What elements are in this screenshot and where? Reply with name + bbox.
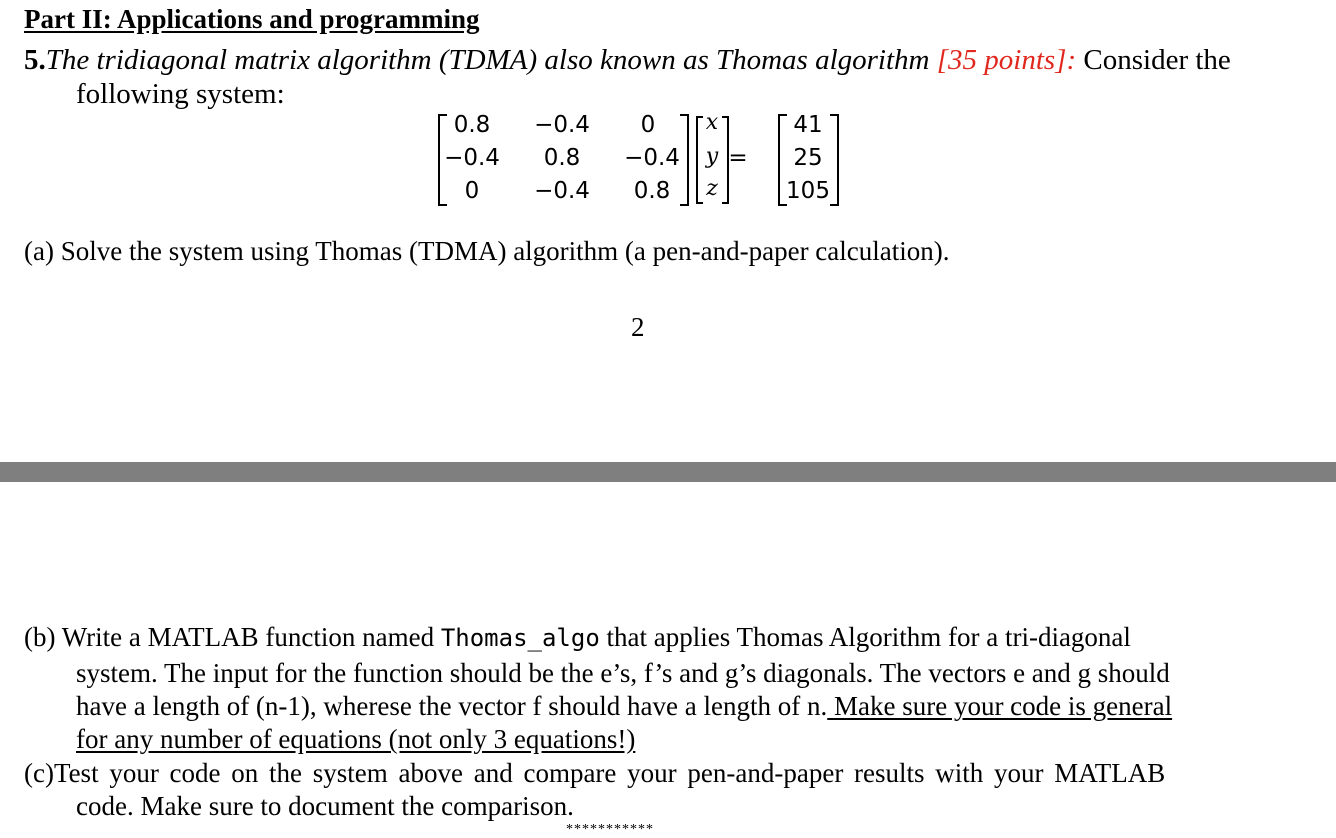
- part-b-text: (b) Write a: [24, 622, 141, 652]
- matlab-label: MATLAB: [147, 622, 259, 652]
- rhs-value: 105: [786, 178, 830, 204]
- rhs-value: 41: [793, 112, 823, 138]
- part-b-text: have a length of (n-1), wherese the vector f should have a length of n.: [76, 691, 828, 721]
- matrix-cell: 0.8: [633, 178, 671, 204]
- part-b-text: function named: [265, 622, 435, 652]
- part-b-line2: system. The input for the function should be the e’s, f’s and g’s diagonals. The vectors e and g should: [76, 658, 1170, 688]
- footer-stars: ***********: [566, 822, 654, 837]
- part-c-line2: code. Make sure to document the comparison.: [76, 791, 574, 821]
- vector-var-x: x: [705, 110, 719, 135]
- matrix-cell: −0.4: [444, 145, 500, 171]
- part-b-line4: for any number of equations (not only 3 equations!): [76, 724, 636, 754]
- question-intro-line2: following system:: [76, 78, 285, 110]
- part-b-line3: [76, 690, 1172, 723]
- matrix-cell: 0.8: [453, 112, 491, 138]
- question-heading: [24, 44, 1231, 77]
- question-intro: Consider the: [1083, 44, 1231, 76]
- part-title: Part II: Applications and programming: [24, 4, 480, 34]
- rhs-value: 25: [793, 145, 823, 171]
- part-b-line1: [24, 621, 1131, 655]
- equals-sign: =: [728, 145, 748, 171]
- matrix-cell: −0.4: [534, 178, 590, 204]
- question-number: 5.: [24, 44, 46, 76]
- page-divider: [0, 462, 1336, 482]
- matrix-cell: 0.8: [543, 145, 581, 171]
- function-name: Thomas_algo: [440, 624, 600, 652]
- part-b-text: that applies Thomas Algorithm for a tri-diagonal: [606, 622, 1131, 652]
- page-number: 2: [631, 312, 645, 342]
- question-points: [35 points]:: [936, 44, 1077, 76]
- matrix-cell: 0: [464, 178, 480, 204]
- matrix-cell: −0.4: [534, 112, 590, 138]
- part-a-text: (a) Solve the system using Thomas (TDMA) algorithm (a pen-and-paper calculation).: [24, 236, 950, 266]
- matrix-cell: 0: [640, 112, 656, 138]
- vector-var-z: z: [706, 176, 718, 201]
- matrix-cell: −0.4: [624, 145, 680, 171]
- part-b-emphasis: Make sure your code is general: [827, 691, 1173, 721]
- vector-var-y: y: [705, 144, 719, 169]
- part-c-line1: (c)Test your code on the system above and compare your pen-and-paper results with your MATLAB: [24, 758, 1166, 788]
- question-title: The tridiagonal matrix algorithm (TDMA) also known as Thomas algorithm: [45, 44, 930, 76]
